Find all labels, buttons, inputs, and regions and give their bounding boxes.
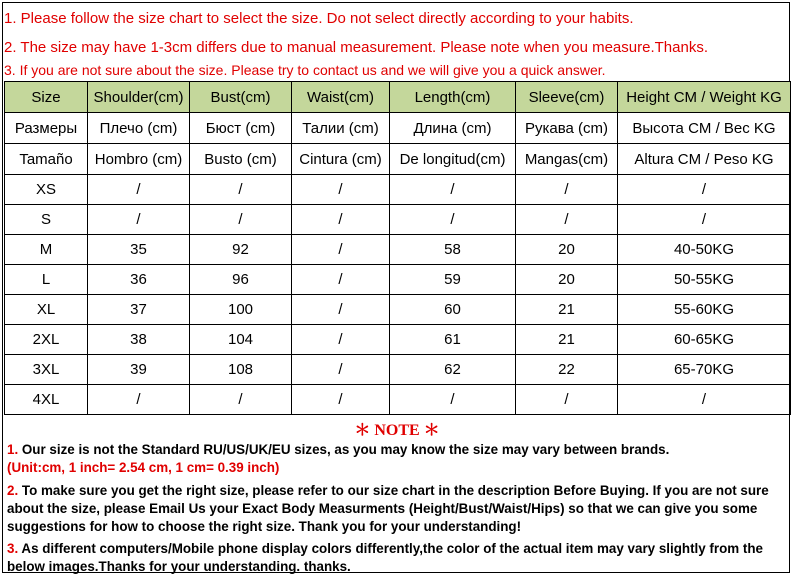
table-cell: Size	[5, 82, 88, 113]
table-cell: /	[516, 385, 618, 415]
table-cell: M	[5, 235, 88, 265]
table-cell: 59	[390, 265, 516, 295]
table-cell: Altura CM / Peso KG	[618, 144, 791, 175]
note-2-number: 2.	[7, 483, 19, 498]
table-cell: 4XL	[5, 385, 88, 415]
table-cell: Бюст (cm)	[190, 113, 292, 144]
note-3-number: 3.	[7, 541, 19, 556]
table-cell: 65-70KG	[618, 355, 791, 385]
table-cell: Waist(cm)	[292, 82, 390, 113]
note-1-text: Our size is not the Standard RU/US/UK/EU sizes, as you may know the size may vary between brands.	[18, 442, 670, 457]
header-row	[5, 82, 791, 113]
table-cell: 38	[88, 325, 190, 355]
table-row	[5, 325, 791, 355]
table-cell: /	[292, 295, 390, 325]
table-cell: L	[5, 265, 88, 295]
table-row	[5, 265, 791, 295]
table-cell: /	[88, 385, 190, 415]
table-cell: 35	[88, 235, 190, 265]
note-2	[7, 482, 789, 536]
table-cell: 22	[516, 355, 618, 385]
table-cell: Плечо (cm)	[88, 113, 190, 144]
table-cell: /	[618, 385, 791, 415]
table-row	[5, 295, 791, 325]
table-cell: Размеры	[5, 113, 88, 144]
table-cell: 40-50KG	[618, 235, 791, 265]
table-cell: 92	[190, 235, 292, 265]
table-cell: 37	[88, 295, 190, 325]
table-cell: 104	[190, 325, 292, 355]
table-cell: Busto (cm)	[190, 144, 292, 175]
table-cell: /	[190, 205, 292, 235]
table-cell: Рукава (cm)	[516, 113, 618, 144]
note-1-number: 1.	[7, 442, 19, 457]
table-cell: /	[292, 235, 390, 265]
table-cell: S	[5, 205, 88, 235]
table-cell: /	[516, 205, 618, 235]
table-row	[5, 385, 791, 415]
table-cell: Талии (cm)	[292, 113, 390, 144]
note-2-text: To make sure you get the right size, please refer to our size chart in the description Before Buying. If you are not sure about the size, please Email Us your Exact Body Measurments (Height/Bust/Waist/Hips) so that we can give you some suggestions for how to choose the right size. Thank you for your understanding!	[7, 483, 769, 534]
table-cell: 60-65KG	[618, 325, 791, 355]
table-cell: /	[88, 175, 190, 205]
table-cell: /	[88, 205, 190, 235]
note-1-unit: (Unit:cm, 1 inch= 2.54 cm, 1 cm= 0.39 inch)	[7, 460, 280, 475]
table-cell: 58	[390, 235, 516, 265]
table-cell: 55-60KG	[618, 295, 791, 325]
table-cell: Hombro (cm)	[88, 144, 190, 175]
intro-line-1: 1. Please follow the size chart to select the size. Do not select directly according to your habits.	[4, 10, 634, 27]
table-row	[5, 175, 791, 205]
spanish-label-row	[5, 144, 791, 175]
note-1	[7, 441, 789, 459]
table-cell: /	[292, 175, 390, 205]
note-3	[7, 540, 789, 576]
table-cell: 50-55KG	[618, 265, 791, 295]
size-chart-table	[4, 81, 791, 415]
table-cell: 21	[516, 295, 618, 325]
note-title: ＊ NOTE ＊	[354, 422, 440, 439]
table-cell: Length(cm)	[390, 82, 516, 113]
table-cell: /	[292, 265, 390, 295]
table-cell: 2XL	[5, 325, 88, 355]
table-cell: 60	[390, 295, 516, 325]
table-cell: 3XL	[5, 355, 88, 385]
intro-line-2: 2. The size may have 1-3cm differs due to manual measurement. Please note when you measure.Thanks.	[4, 39, 708, 56]
table-cell: 39	[88, 355, 190, 385]
table-cell: /	[516, 175, 618, 205]
table-cell: Bust(cm)	[190, 82, 292, 113]
table-row	[5, 235, 791, 265]
table-cell: /	[618, 205, 791, 235]
table-cell: /	[390, 175, 516, 205]
table-cell: 36	[88, 265, 190, 295]
table-cell: Tamaño	[5, 144, 88, 175]
table-cell: 20	[516, 265, 618, 295]
table-cell: XS	[5, 175, 88, 205]
table-cell: 61	[390, 325, 516, 355]
note-3-text: As different computers/Mobile phone display colors differently,the color of the actual item may vary slightly from the below images.Thanks for your understanding. thanks.	[7, 541, 763, 574]
table-cell: 108	[190, 355, 292, 385]
table-cell: /	[292, 355, 390, 385]
table-cell: 21	[516, 325, 618, 355]
table-cell: /	[390, 385, 516, 415]
table-cell: Sleeve(cm)	[516, 82, 618, 113]
intro-line-3: 3. If you are not sure about the size. Please try to contact us and we will give you a quick answer.	[4, 62, 606, 78]
table-cell: Mangas(cm)	[516, 144, 618, 175]
russian-label-row	[5, 113, 791, 144]
table-cell: De longitud(cm)	[390, 144, 516, 175]
table-cell: Длина (cm)	[390, 113, 516, 144]
table-cell: Shoulder(cm)	[88, 82, 190, 113]
table-cell: 96	[190, 265, 292, 295]
table-cell: Высота CM / Вес KG	[618, 113, 791, 144]
table-cell: 62	[390, 355, 516, 385]
table-cell: /	[390, 205, 516, 235]
table-cell: /	[292, 385, 390, 415]
table-cell: Height CM / Weight KG	[618, 82, 791, 113]
table-cell: 20	[516, 235, 618, 265]
table-cell: /	[618, 175, 791, 205]
table-cell: /	[292, 325, 390, 355]
table-row	[5, 205, 791, 235]
table-row	[5, 355, 791, 385]
table-cell: /	[190, 175, 292, 205]
table-cell: XL	[5, 295, 88, 325]
table-cell: /	[190, 385, 292, 415]
table-cell: 100	[190, 295, 292, 325]
table-cell: /	[292, 205, 390, 235]
table-cell: Cintura (cm)	[292, 144, 390, 175]
